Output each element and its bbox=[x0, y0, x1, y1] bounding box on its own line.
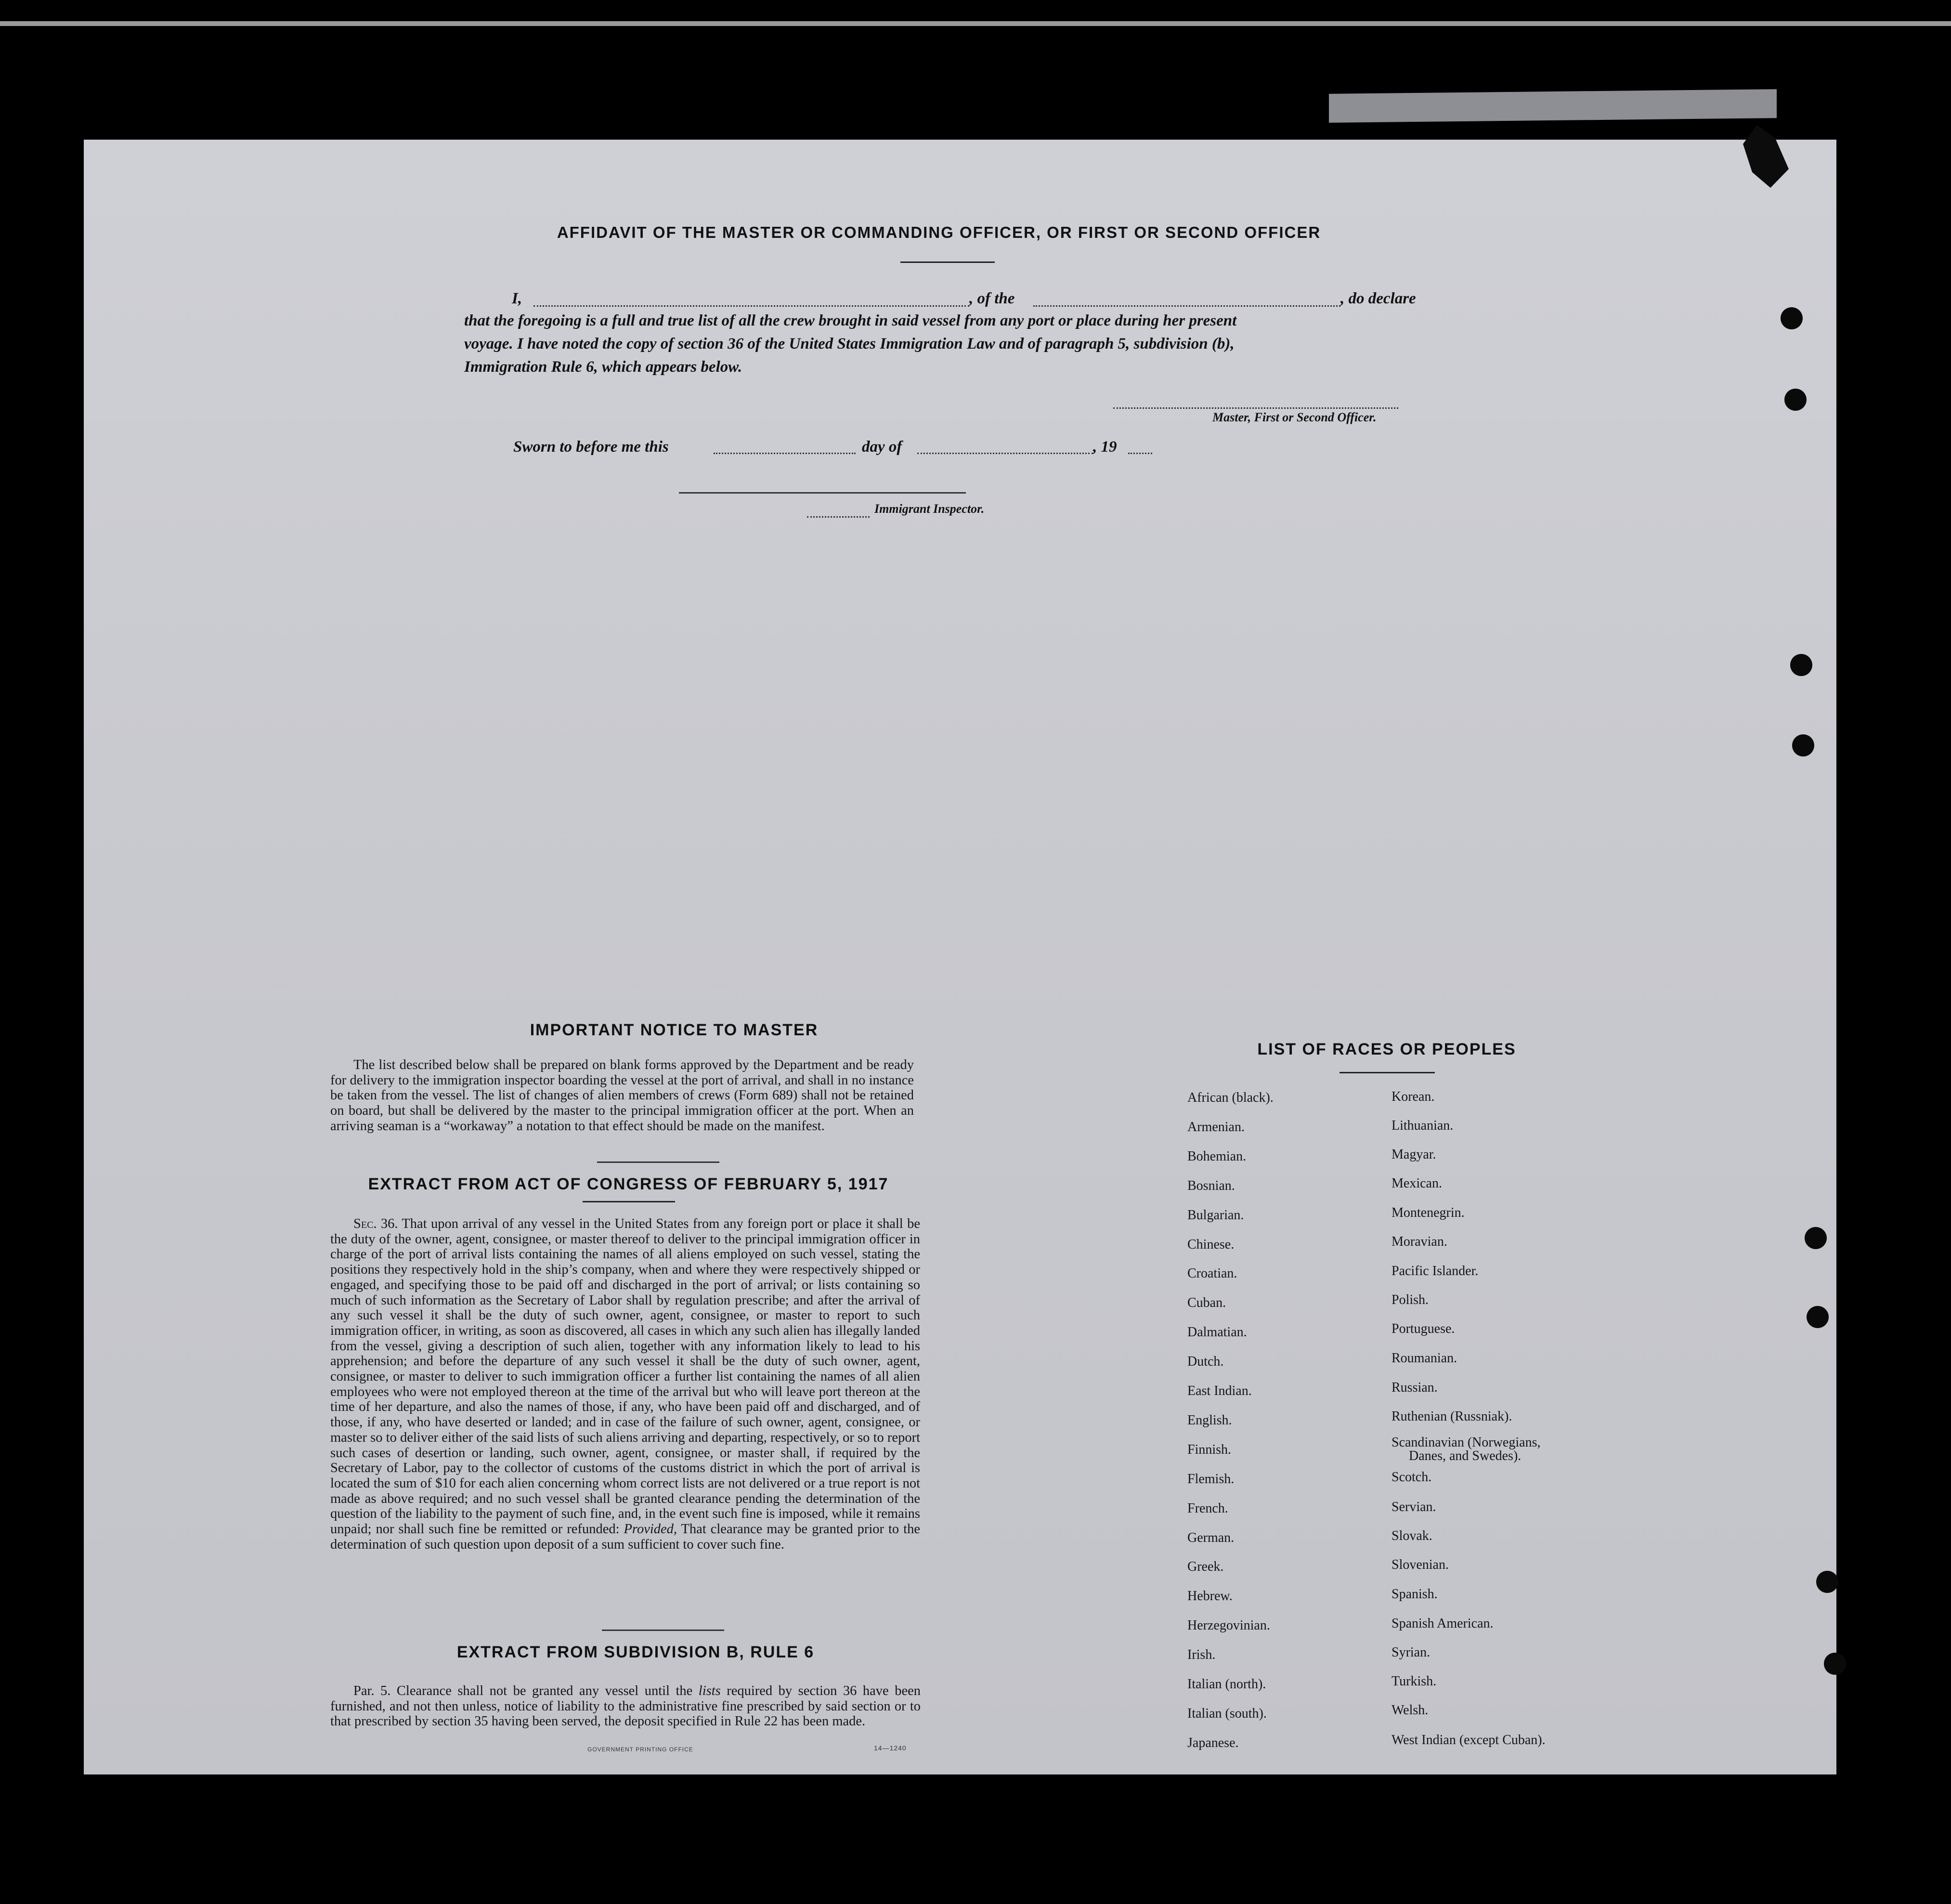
race-item: Japanese. bbox=[1187, 1735, 1239, 1750]
inspector-signature-field[interactable] bbox=[679, 492, 966, 494]
inspector-caption: Immigrant Inspector. bbox=[874, 502, 985, 516]
race-item: Pacific Islander. bbox=[1392, 1264, 1479, 1278]
binder-hole bbox=[1781, 307, 1803, 329]
race-item: Russian. bbox=[1392, 1380, 1438, 1395]
race-item: Chinese. bbox=[1187, 1237, 1235, 1252]
race-item: East Indian. bbox=[1187, 1383, 1252, 1398]
race-item: Magyar. bbox=[1392, 1147, 1436, 1162]
act-title-underline bbox=[583, 1201, 675, 1202]
act-body bbox=[330, 1216, 920, 1552]
master-signature-caption: Master, First or Second Officer. bbox=[1212, 410, 1377, 424]
race-item: Croatian. bbox=[1187, 1266, 1237, 1281]
sworn-day-of: day of bbox=[862, 438, 902, 456]
rule-title: EXTRACT FROM SUBDIVISION B, RULE 6 bbox=[456, 1643, 815, 1661]
binder-hole bbox=[1790, 654, 1812, 676]
race-item: Roumanian. bbox=[1392, 1351, 1457, 1366]
race-item: Italian (south). bbox=[1187, 1706, 1267, 1721]
race-item: Portuguese. bbox=[1392, 1321, 1455, 1336]
race-item: Danes, and Swedes). bbox=[1409, 1448, 1522, 1463]
race-item: Ruthenian (Russniak). bbox=[1392, 1409, 1512, 1424]
race-item: German. bbox=[1187, 1530, 1235, 1545]
race-item: Moravian. bbox=[1392, 1234, 1447, 1249]
race-item: Flemish. bbox=[1187, 1471, 1235, 1487]
race-item: Spanish American. bbox=[1392, 1616, 1494, 1631]
race-item: French. bbox=[1187, 1500, 1228, 1516]
sworn-day-field[interactable] bbox=[714, 453, 856, 454]
affiant-name-field[interactable] bbox=[533, 305, 969, 307]
affidavit-line1-of-the: , of the bbox=[969, 290, 1015, 307]
race-item: Dutch. bbox=[1187, 1354, 1224, 1369]
race-item: West Indian (except Cuban). bbox=[1392, 1733, 1546, 1748]
affidavit-line1-declare: , do declare bbox=[1340, 290, 1416, 307]
race-item: Scotch. bbox=[1392, 1470, 1432, 1485]
race-item: Montenegrin. bbox=[1392, 1205, 1465, 1220]
race-item: Slovenian. bbox=[1392, 1557, 1449, 1572]
affidavit-line2: that the foregoing is a full and true list of all the crew brought in said vessel from any port or place during her present bbox=[464, 312, 1237, 329]
race-item: English. bbox=[1187, 1412, 1232, 1428]
sworn-month-field[interactable] bbox=[917, 453, 1093, 454]
notice-title: IMPORTANT NOTICE TO MASTER bbox=[530, 1021, 819, 1039]
race-item: Scandinavian (Norwegians, bbox=[1392, 1435, 1541, 1450]
affidavit-title: AFFIDAVIT OF THE MASTER OR COMMANDING OFFICER, OR FIRST OR SECOND OFFICER bbox=[557, 223, 1321, 241]
binder-hole bbox=[1816, 1571, 1838, 1593]
act-body-text: That upon arrival of any vessel in the United States from any foreign port or place it shall be the duty of the owner, agent, consignee, or master thereof to deliver to the principal immigration officer in charge of the port of arrival lists containing the names of all aliens employed on such vessel, stating the positions they respectively hold in the ship’s company, when and where they were respectively shipped or engaged, and specifying those to be paid off and discharged in the port of arrival; or lists containing so much of such information as the Secretary of Labor shall by regulation prescribe; and after the arrival of any such vessel it shall be the duty of such owner, agent, consignee, or master to report to such immigration officer, in writing, as soon as discovered, all cases in which any such alien has illegally landed from the vessel, giving a description of such alien, together with any information likely to lead to his apprehension; and before the departure of any such vessel it shall be the duty of such owner, agent, consignee, or master to deliver to such immigration officer a further list containing the names of all alien employees who were not employed thereon at the time of the arrival but who will leave port thereon at the time of her departure, and also the names of those, if any, who have been paid off and discharged, and of those, if any, who have deserted or landed; and in case of the failure of such owner, agent, consignee, or master so to deliver either of the said lists of such aliens arriving and departing, respectively, or so to report such cases of desertion or landing, such owner, agent, consignee, or master shall, if required by the Secretary of Labor, pay to the collector of customs of the customs district in which the port of arrival is located the sum of $10 for each alien concerning whom correct lists are not delivered or a true report is not made as above required; and no such vessel shall be granted clearance pending the determination of the question of the liability to the payment of such fine, and, in the event such fine is imposed, while it remains unpaid; nor shall such fine be remitted or refunded: bbox=[330, 1216, 920, 1537]
binder-hole bbox=[1784, 389, 1807, 411]
race-item: African (black). bbox=[1187, 1090, 1274, 1105]
race-item: Turkish. bbox=[1392, 1674, 1437, 1689]
race-item: Finnish. bbox=[1187, 1442, 1232, 1457]
rule-body bbox=[330, 1683, 921, 1729]
race-item: Spanish. bbox=[1392, 1587, 1438, 1602]
inspector-name-field[interactable] bbox=[807, 516, 870, 518]
sworn-year-field[interactable] bbox=[1128, 453, 1152, 454]
rule-body-lists: lists bbox=[698, 1683, 721, 1698]
scan-top-rule bbox=[0, 21, 1951, 26]
affidavit-line1-i: I, bbox=[512, 290, 522, 307]
act-divider bbox=[602, 1630, 724, 1631]
notice-body bbox=[330, 1057, 914, 1134]
vessel-name-field[interactable] bbox=[1033, 305, 1340, 307]
race-item: Syrian. bbox=[1392, 1645, 1431, 1660]
binder-hole bbox=[1805, 1227, 1827, 1249]
race-item: Bosnian. bbox=[1187, 1178, 1235, 1193]
races-title-underline bbox=[1340, 1072, 1435, 1073]
race-item: Greek. bbox=[1187, 1559, 1224, 1575]
race-item: Irish. bbox=[1187, 1647, 1216, 1663]
binder-hole bbox=[1807, 1306, 1829, 1328]
race-item: Bulgarian. bbox=[1187, 1207, 1244, 1223]
race-item: Bohemian. bbox=[1187, 1148, 1247, 1164]
master-signature-field[interactable] bbox=[1113, 407, 1398, 409]
race-item: Polish. bbox=[1392, 1292, 1429, 1307]
race-item: Armenian. bbox=[1187, 1119, 1245, 1135]
rule-body-a: Clearance shall not be granted any vessel until the bbox=[396, 1683, 693, 1698]
sworn-prefix: Sworn to before me this bbox=[513, 438, 669, 456]
race-item: Cuban. bbox=[1187, 1295, 1226, 1311]
sheet-edge-shadow bbox=[1329, 89, 1777, 123]
race-item: Lithuanian. bbox=[1392, 1118, 1454, 1133]
race-item: Hebrew. bbox=[1187, 1589, 1233, 1604]
form-code: 14—1240 bbox=[874, 1744, 907, 1752]
rule-par-label: Par. 5. bbox=[353, 1683, 391, 1698]
rule-body-b: required by section 36 have been furnished, and not then unless, notice of liability to the administrative fine prescribed by said section or to that prescribed by section 35 having been served, the deposit specified in Rule 22 has been made. bbox=[330, 1683, 921, 1729]
act-title: EXTRACT FROM ACT OF CONGRESS OF FEBRUARY 5, 1917 bbox=[368, 1175, 889, 1193]
binder-hole bbox=[1824, 1653, 1846, 1675]
notice-divider bbox=[597, 1161, 719, 1163]
act-provided-label: Provided, bbox=[624, 1522, 677, 1537]
affidavit-line4: Immigration Rule 6, which appears below. bbox=[464, 358, 742, 376]
race-item: Korean. bbox=[1392, 1089, 1435, 1104]
act-body-end: That clearance may be granted prior to the determination of such question upon deposit of a sum sufficient to cover such fine. bbox=[330, 1522, 920, 1552]
notice-body-text: The list described below shall be prepared on blank forms approved by the Department and be ready for delivery to the immigration inspector boarding the vessel at the port of arrival, and shall in no instance be taken from the vessel. The list of changes of alien members of crews (Form 689) shall not be retained on board, but shall be delivered by the master to the principal immigration officer at the port. When an arriving seaman is a “workaway” a notation to that effect should be made on the manifest. bbox=[330, 1057, 914, 1134]
printer-imprint: GOVERNMENT PRINTING OFFICE bbox=[587, 1746, 693, 1753]
sworn-year-prefix: , 19 bbox=[1093, 438, 1117, 456]
race-item: Mexican. bbox=[1392, 1176, 1442, 1191]
races-title: LIST OF RACES OR PEOPLES bbox=[1257, 1040, 1516, 1058]
affidavit-title-underline bbox=[900, 261, 995, 263]
race-item: Italian (north). bbox=[1187, 1677, 1266, 1692]
race-item: Dalmatian. bbox=[1187, 1325, 1247, 1340]
race-item: Slovak. bbox=[1392, 1528, 1432, 1543]
race-item: Welsh. bbox=[1392, 1703, 1429, 1718]
binder-hole bbox=[1792, 734, 1814, 756]
race-item: Servian. bbox=[1392, 1500, 1436, 1514]
affidavit-line3: voyage. I have noted the copy of section 36 of the United States Immigration Law and of paragraph 5, subdivision (b), bbox=[464, 335, 1235, 352]
act-section-label: Sec. 36. bbox=[353, 1216, 398, 1231]
race-item: Herzegovinian. bbox=[1187, 1618, 1270, 1633]
